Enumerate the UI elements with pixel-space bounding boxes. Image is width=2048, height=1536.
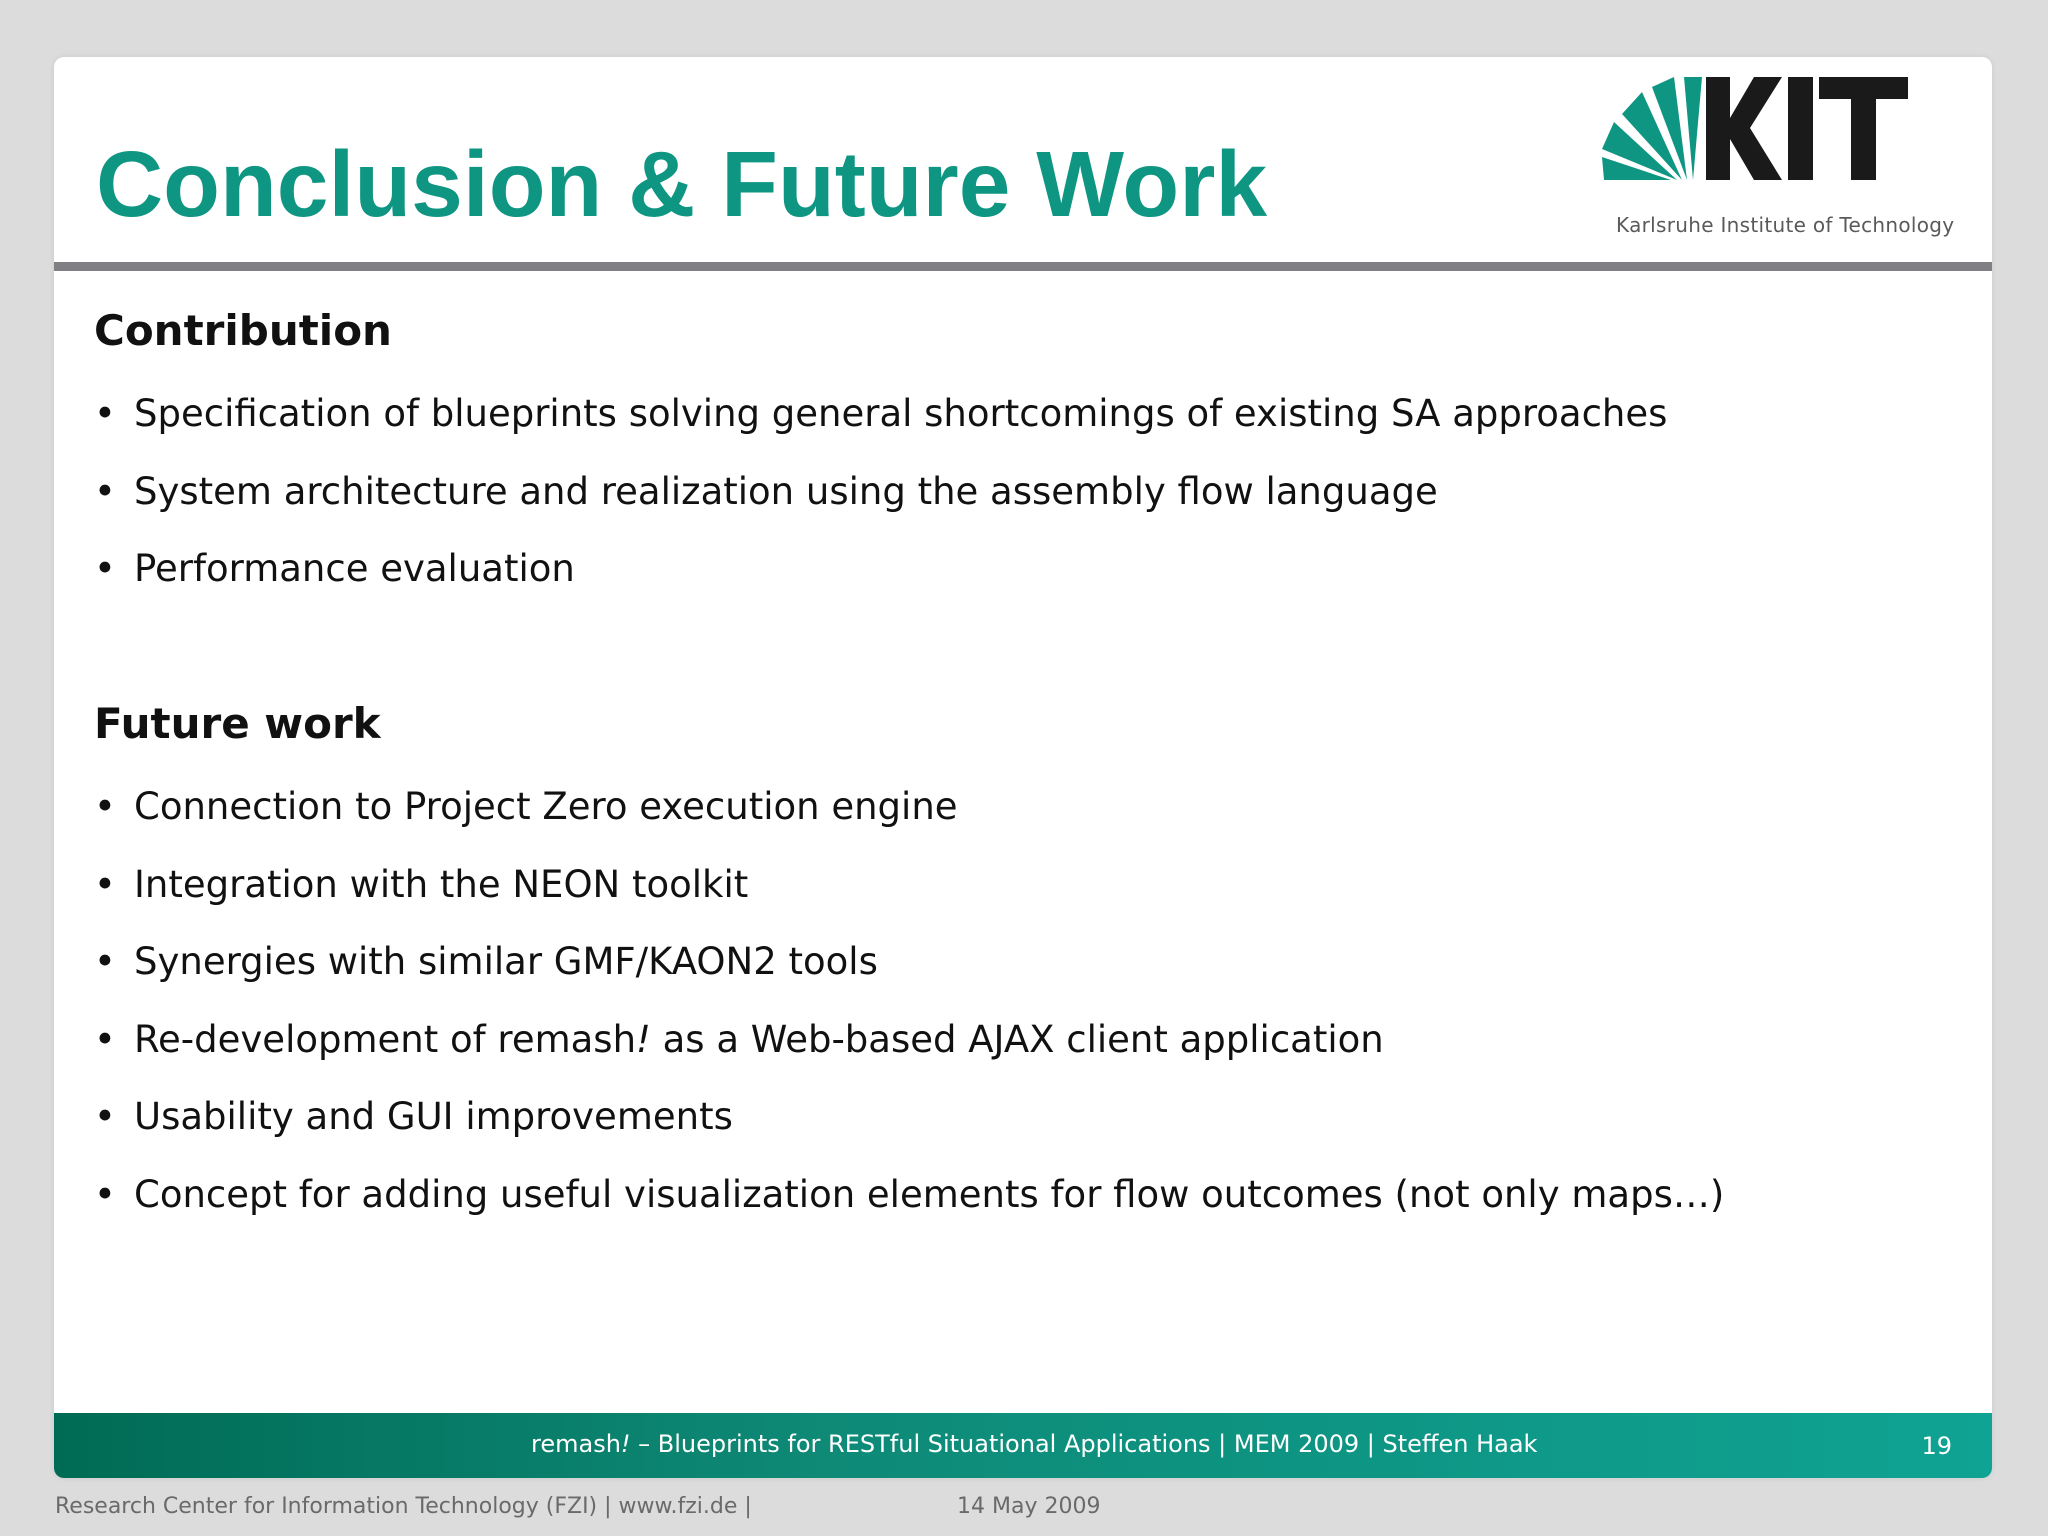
contribution-list xyxy=(94,389,1667,622)
bullet-text: Synergies with similar GMF/KAON2 tools xyxy=(134,940,878,984)
future-work-list xyxy=(94,782,1724,1248)
list-item xyxy=(94,860,1724,938)
bullet-icon: • xyxy=(94,1017,116,1061)
bullet-text: Connection to Project Zero execution engine xyxy=(134,785,958,828)
list-item xyxy=(94,467,1667,545)
bullet-icon: • xyxy=(94,1095,116,1139)
bullet-text: System architecture and realization using the assembly flow language xyxy=(134,469,1438,513)
bullet-icon: • xyxy=(94,1172,116,1216)
slide-title: Conclusion & Future Work xyxy=(96,132,1268,236)
list-item xyxy=(94,1015,1724,1093)
bullet-icon: • xyxy=(94,469,116,513)
bullet-text: Concept for adding useful visualization elements for flow outcomes (not only maps…) xyxy=(134,1172,1725,1216)
bullet-icon: • xyxy=(94,862,116,906)
list-item xyxy=(94,1092,1724,1170)
section-heading-contribution: Contribution xyxy=(94,306,392,355)
list-item xyxy=(94,937,1724,1015)
bullet-icon: • xyxy=(94,940,116,984)
bullet-text: Usability and GUI improvements xyxy=(134,1095,733,1139)
bullet-icon: • xyxy=(94,547,116,591)
institution-footer: Research Center for Information Technology (FZI) | www.fzi.de | xyxy=(55,1494,752,1519)
footer-caption-emphasis: ! xyxy=(620,1430,631,1458)
date-footer: 14 May 2009 xyxy=(957,1494,1101,1519)
list-item xyxy=(94,782,1724,860)
bullet-text: Integration with the NEON toolkit xyxy=(134,862,749,906)
bullet-text-part: Re-development of remash xyxy=(134,1017,637,1061)
kit-logo-letter-i xyxy=(1788,77,1813,180)
kit-logo-ray xyxy=(1684,77,1702,180)
bullet-text-emphasis: ! xyxy=(636,1017,651,1061)
footer-caption xyxy=(531,1428,1537,1460)
kit-logo-letter-k xyxy=(1706,77,1782,180)
page-number: 19 xyxy=(1921,1432,1952,1460)
list-item xyxy=(94,544,1667,622)
bullet-text: Performance evaluation xyxy=(134,547,575,591)
slide xyxy=(54,57,1992,1478)
footer-caption-part: – Blueprints for RESTful Situational Applications | MEM 2009 | Steffen Haak xyxy=(630,1430,1538,1458)
list-item xyxy=(94,389,1667,467)
bullet-text-part: as a Web-based AJAX client application xyxy=(650,1017,1384,1061)
section-heading-future-work: Future work xyxy=(94,699,381,748)
list-item xyxy=(94,1170,1724,1248)
bullet-text: Specification of blueprints solving general shortcomings of existing SA approaches xyxy=(134,392,1668,435)
footer-caption-part: remash xyxy=(531,1430,621,1458)
bullet-icon: • xyxy=(94,392,116,435)
kit-logo-letter-t xyxy=(1819,77,1908,180)
bullet-text xyxy=(134,1018,1384,1061)
bullet-icon: • xyxy=(94,785,116,828)
kit-logo-tagline: Karlsruhe Institute of Technology xyxy=(1616,213,1955,237)
title-divider xyxy=(54,262,1992,271)
slide-footer-bar xyxy=(54,1413,1992,1478)
